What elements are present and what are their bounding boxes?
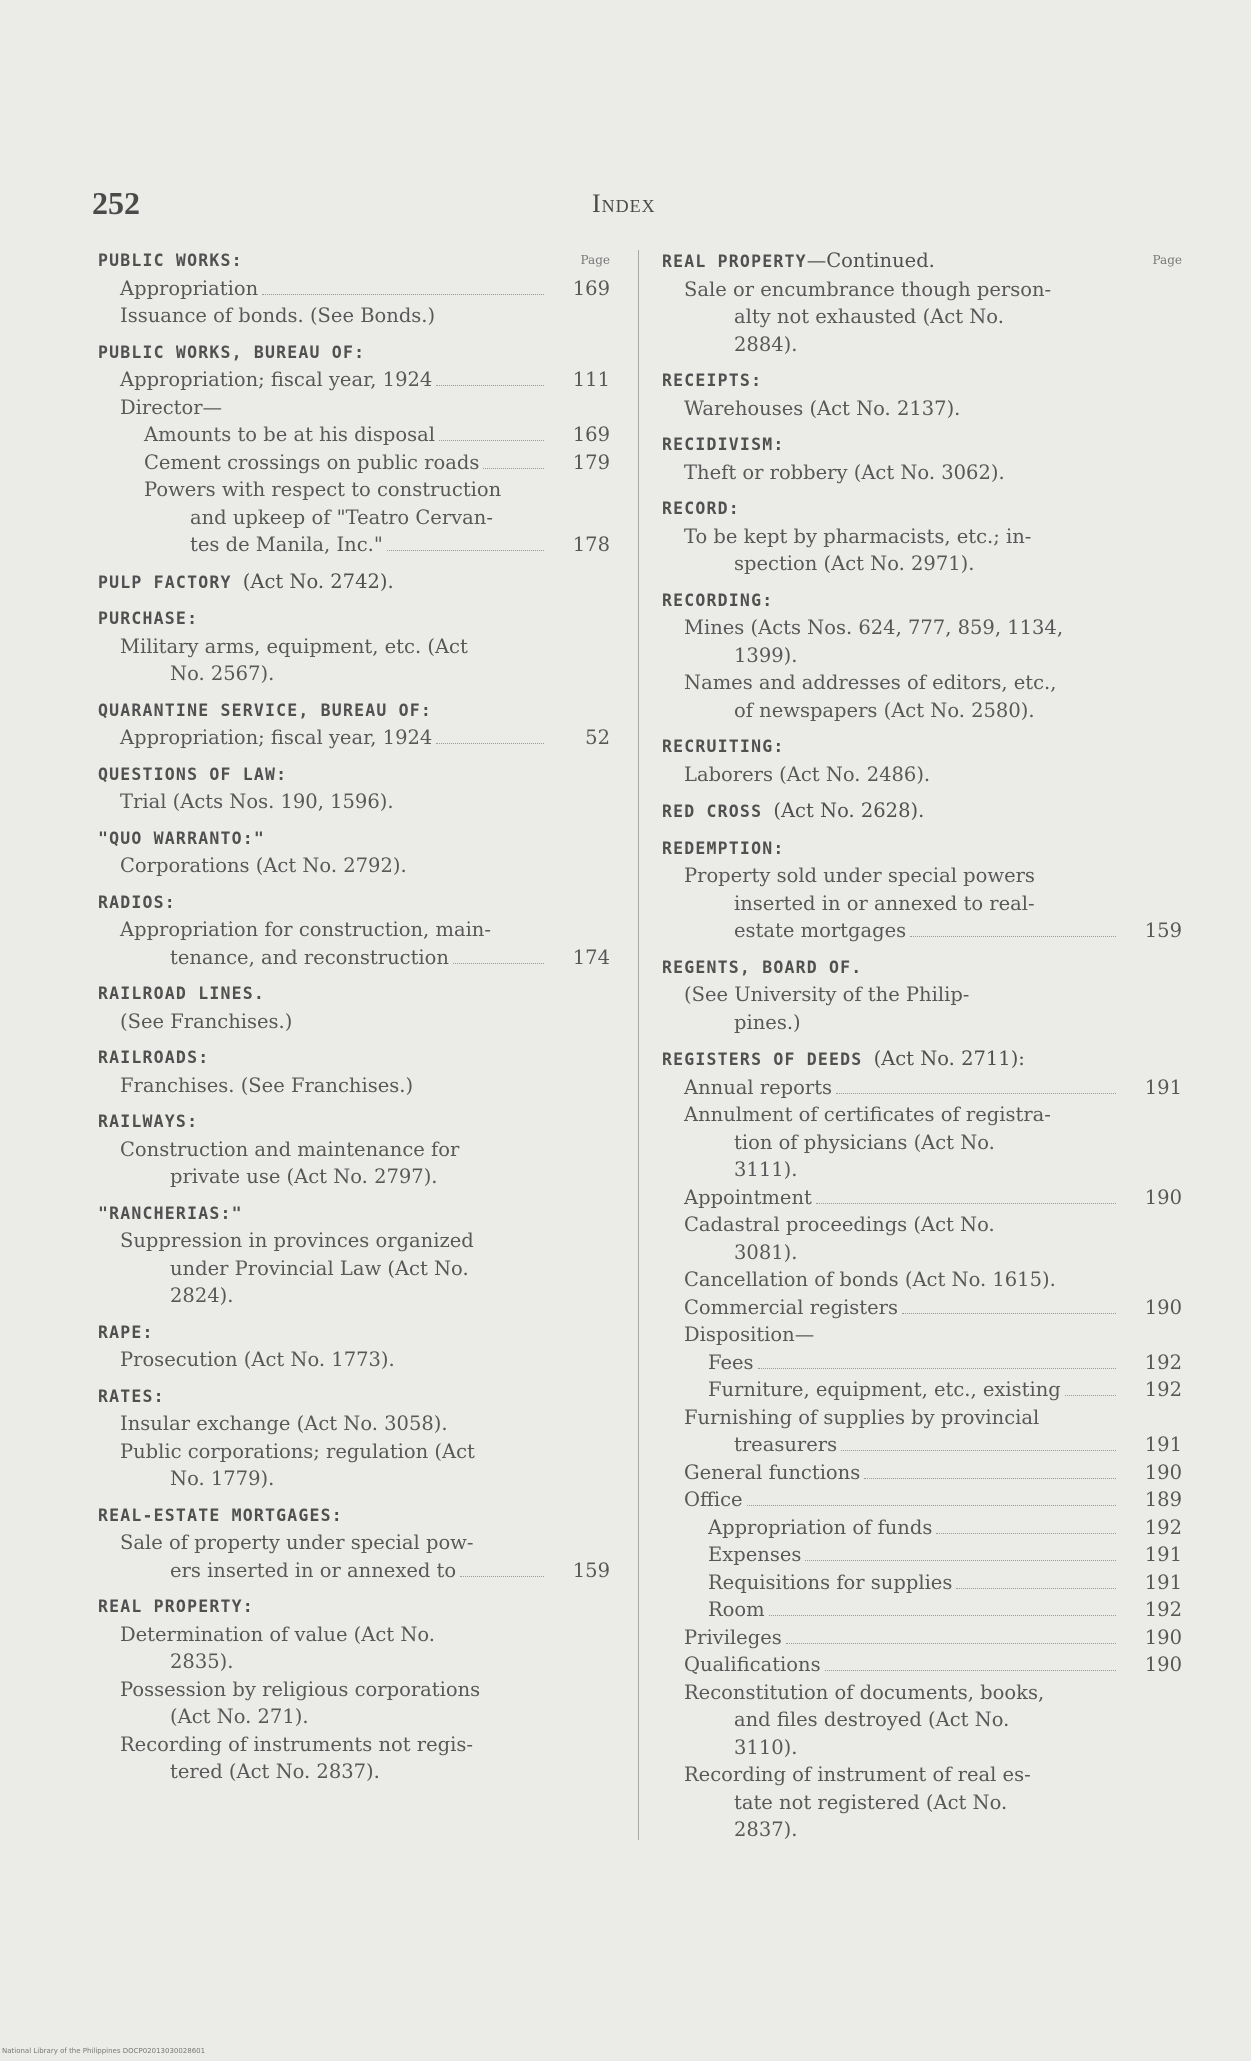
subentry-continuation: tion of physicians (Act No. <box>734 1130 995 1154</box>
subentry: Mines (Acts Nos. 624, 777, 859, 1134, <box>684 616 1064 639</box>
subentry: Recording of instrument of real es- <box>684 1763 1031 1786</box>
subentry: Sale or encumbrance though person- <box>684 277 1052 301</box>
subentry: General functions 190 <box>662 1459 1182 1487</box>
subentry: Annulment of certificates of registra- <box>684 1103 1051 1126</box>
subentry-continuation: 2884). <box>734 332 798 356</box>
subentry: Prosecution (Act No. 1773). <box>120 1348 395 1371</box>
entry-heading: "QUO WARRANTO:" <box>98 828 266 848</box>
subentry-continuation: tenance, and reconstruction 174 <box>98 944 610 972</box>
entry-heading: PULP FACTORY (Act No. 2742). <box>98 569 394 593</box>
index-entry-purchase <box>98 605 610 688</box>
page-ref: 169 <box>572 423 610 446</box>
entry-heading: PUBLIC WORKS: <box>98 251 243 270</box>
subentry: Expenses 191 <box>662 1541 1182 1569</box>
subentry: Disposition— <box>684 1323 815 1346</box>
index-entry-red-cross <box>662 797 1182 826</box>
subentry-continuation: 1399). <box>734 643 798 667</box>
entry-heading: REAL PROPERTY: <box>98 1597 254 1616</box>
index-entry-quo-warranto <box>98 825 610 880</box>
subentry-continuation: private use (Act No. 2797). <box>170 1165 438 1188</box>
subentry-continuation: pines.) <box>734 1010 801 1034</box>
page-ref: 190 <box>1144 1295 1182 1319</box>
index-entry-record <box>662 495 1182 578</box>
subentry-continuation: and files destroyed (Act No. <box>734 1708 1010 1731</box>
subentry: Property sold under special powers <box>684 864 1035 887</box>
subentry: Room 192 <box>662 1596 1182 1624</box>
subentry: Appropriation; fiscal year, 1924 52 <box>98 724 610 752</box>
entry-heading: RECEIPTS: <box>662 371 763 390</box>
subentry-continuation: 2835). <box>170 1650 234 1673</box>
index-entry-regents <box>662 954 1182 1037</box>
index-entry-rancherias <box>98 1200 610 1310</box>
entry-heading: RECIDIVISM: <box>662 435 785 454</box>
subentry: Military arms, equipment, etc. (Act <box>120 634 468 658</box>
subentry: Sale of property under special pow- <box>120 1531 474 1554</box>
subentry: Franchises. (See Franchises.) <box>120 1073 414 1097</box>
subentry-continuation: under Provincial Law (Act No. <box>170 1256 469 1280</box>
page-ref: 174 <box>572 945 610 969</box>
index-entry-pulp-factory <box>98 568 610 597</box>
subentry: Insular exchange (Act No. 3058). <box>120 1412 448 1435</box>
page-ref: 169 <box>572 276 610 300</box>
subentry: Appropriation 169 <box>98 275 610 303</box>
index-entry-registers-of-deeds <box>662 1045 1182 1844</box>
page-ref: 190 <box>1144 1185 1182 1209</box>
page-ref: 192 <box>1144 1378 1182 1401</box>
subentry: Suppression in provinces organized <box>120 1229 474 1252</box>
entry-heading: REDEMPTION: <box>662 838 785 858</box>
subentry: (See University of the Philip- <box>684 983 970 1006</box>
subentry: Commercial registers 190 <box>662 1294 1182 1322</box>
subentry: Appropriation for construction, main- <box>120 918 491 941</box>
page-ref: 190 <box>1144 1653 1182 1676</box>
page-ref: 191 <box>1144 1570 1182 1594</box>
subentry: Powers with respect to construction <box>144 478 502 501</box>
index-entry-recruiting <box>662 733 1182 788</box>
subentry-continuation: No. 2567). <box>170 662 275 685</box>
entry-heading: PUBLIC WORKS, BUREAU OF: <box>98 342 366 362</box>
index-entry-recording <box>662 587 1182 725</box>
index-entry-recidivism <box>662 431 1182 486</box>
subentry: Public corporations; regulation (Act <box>120 1439 475 1463</box>
subentry-continuation: of newspapers (Act No. 2580). <box>734 698 1035 722</box>
subentry: Requisitions for supplies 191 <box>662 1569 1182 1597</box>
entry-heading: RED CROSS (Act No. 2628). <box>662 799 925 822</box>
page-ref: 190 <box>1144 1460 1182 1484</box>
subentry: (See Franchises.) <box>120 1009 293 1033</box>
subentry-continuation: estate mortgages 159 <box>662 917 1182 945</box>
page-ref: 179 <box>572 450 610 474</box>
entry-heading: RECRUITING: <box>662 737 785 756</box>
index-entry-redemption <box>662 835 1182 945</box>
subentry: Corporations (Act No. 2792). <box>120 854 407 877</box>
page-ref: 192 <box>1144 1515 1182 1539</box>
scan-footer-note: National Library of the Philippines DOCP02013030028601 <box>2 2047 206 2055</box>
subentry: Warehouses (Act No. 2137). <box>684 396 961 420</box>
index-entry-railways <box>98 1108 610 1191</box>
subentry-continuation: 3110). <box>734 1735 798 1759</box>
page-ref: 190 <box>1144 1625 1182 1649</box>
page-ref: 189 <box>1144 1488 1182 1511</box>
page-header <box>92 185 1172 225</box>
index-entry-rates <box>98 1383 610 1493</box>
entry-heading: QUESTIONS OF LAW: <box>98 764 288 784</box>
left-column <box>98 247 610 1795</box>
subentry-continuation: 3111). <box>734 1158 798 1181</box>
subentry-continuation: and upkeep of "Teatro Cervan- <box>190 505 493 529</box>
entry-heading: RECORD: <box>662 499 740 518</box>
right-column <box>662 247 1182 1853</box>
entry-heading: "RANCHERIAS:" <box>98 1203 243 1223</box>
subentry: Appropriation of funds 192 <box>662 1514 1182 1542</box>
entry-heading: PURCHASE: <box>98 609 199 628</box>
entry-heading: QUARANTINE SERVICE, BUREAU OF: <box>98 700 433 720</box>
subentry-continuation: No. 1779). <box>170 1467 275 1490</box>
index-entry-radios <box>98 889 610 972</box>
entry-heading: REGENTS, BOARD OF. <box>662 957 863 977</box>
subentry: Furnishing of supplies by provincial <box>684 1405 1040 1429</box>
subentry-continuation: 2837). <box>734 1818 798 1841</box>
subentry: Amounts to be at his disposal 169 <box>98 421 610 449</box>
page-ref: 52 <box>585 726 610 749</box>
entry-heading: RAILROADS: <box>98 1048 210 1067</box>
page-number: 252 <box>92 185 140 221</box>
index-entry-receipts <box>662 367 1182 422</box>
column-divider <box>638 250 639 1840</box>
entry-heading: REAL PROPERTY—Continued. <box>662 249 935 272</box>
subentry: Director— <box>120 395 223 419</box>
index-entry-quarantine <box>98 697 610 752</box>
page-ref: 159 <box>1144 919 1182 942</box>
page-title: Index <box>592 189 656 218</box>
entry-heading: RECORDING: <box>662 590 774 610</box>
subentry: Construction and maintenance for <box>120 1137 460 1161</box>
subentry-continuation: spection (Act No. 2971). <box>734 552 975 575</box>
subentry: Theft or robbery (Act No. 3062). <box>684 460 1005 484</box>
page-ref: 178 <box>572 533 610 556</box>
subentry: Fees 192 <box>662 1349 1182 1377</box>
subentry: Cement crossings on public roads 179 <box>98 449 610 477</box>
subentry: Issuance of bonds. (See Bonds.) <box>120 304 436 327</box>
index-entry-questions-of-law <box>98 761 610 816</box>
subentry: Annual reports 191 <box>662 1074 1182 1102</box>
subentry: To be kept by pharmacists, etc.; in- <box>684 524 1032 548</box>
page-ref: 111 <box>572 368 610 391</box>
subentry: Possession by religious corporations <box>120 1677 481 1701</box>
subentry-continuation: inserted in or annexed to real- <box>734 891 1035 915</box>
subentry-continuation: tes de Manila, Inc." 178 <box>98 531 610 559</box>
subentry-continuation: treasurers 191 <box>662 1431 1182 1459</box>
subentry: Laborers (Act No. 2486). <box>684 762 931 786</box>
subentry-continuation: ers inserted in or annexed to 159 <box>98 1557 610 1585</box>
index-entry-real-property <box>98 1593 610 1786</box>
subentry: Reconstitution of documents, books, <box>684 1680 1045 1704</box>
page-ref: 191 <box>1144 1075 1182 1099</box>
subentry: Names and addresses of editors, etc., <box>684 671 1057 694</box>
index-entry-rape <box>98 1319 610 1374</box>
page-column-label: Page <box>580 253 610 267</box>
index-entry-railroad-lines <box>98 980 610 1035</box>
index-entry-public-works <box>98 247 610 330</box>
entry-heading: RAILWAYS: <box>98 1112 199 1131</box>
subentry: Furniture, equipment, etc., existing 192 <box>662 1376 1182 1404</box>
entry-heading: RATES: <box>98 1386 165 1406</box>
subentry-continuation: alty not exhausted (Act No. <box>734 305 1004 328</box>
subentry-continuation: tate not registered (Act No. <box>734 1790 1008 1814</box>
page-column-label: Page <box>1152 253 1182 267</box>
subentry: Privileges 190 <box>662 1624 1182 1652</box>
index-entry-railroads <box>98 1044 610 1099</box>
entry-heading: REGISTERS OF DEEDS (Act No. 2711): <box>662 1047 1025 1070</box>
subentry-continuation: (Act No. 271). <box>170 1705 309 1728</box>
subentry: Appointment 190 <box>662 1184 1182 1212</box>
page-ref: 191 <box>1144 1543 1182 1566</box>
subentry-continuation: 3081). <box>734 1240 798 1264</box>
entry-heading: RAPE: <box>98 1322 154 1342</box>
subentry: Appropriation; fiscal year, 1924 111 <box>98 366 610 394</box>
subentry-continuation: tered (Act No. 2837). <box>170 1760 380 1783</box>
subentry: Cadastral proceedings (Act No. <box>684 1213 995 1236</box>
subentry: Office 189 <box>662 1486 1182 1514</box>
subentry-continuation: 2824). <box>170 1284 234 1307</box>
entry-heading: RAILROAD LINES. <box>98 984 266 1003</box>
index-entry-real-property-continued <box>662 247 1182 358</box>
entry-heading: RADIOS: <box>98 892 176 912</box>
index-entry-public-works-bureau <box>98 339 610 559</box>
entry-heading: REAL-ESTATE MORTGAGES: <box>98 1505 343 1525</box>
subentry: Qualifications 190 <box>662 1651 1182 1679</box>
subentry: Recording of instruments not regis- <box>120 1732 473 1756</box>
index-entry-real-estate-mortgages <box>98 1502 610 1585</box>
page-ref: 159 <box>572 1558 610 1582</box>
subentry: Determination of value (Act No. <box>120 1622 435 1646</box>
subentry: Trial (Acts Nos. 190, 1596). <box>120 790 394 813</box>
page-ref: 192 <box>1144 1598 1182 1621</box>
page-ref: 191 <box>1144 1433 1182 1456</box>
subentry: Cancellation of bonds (Act No. 1615). <box>684 1268 1056 1291</box>
page-ref: 192 <box>1144 1350 1182 1374</box>
